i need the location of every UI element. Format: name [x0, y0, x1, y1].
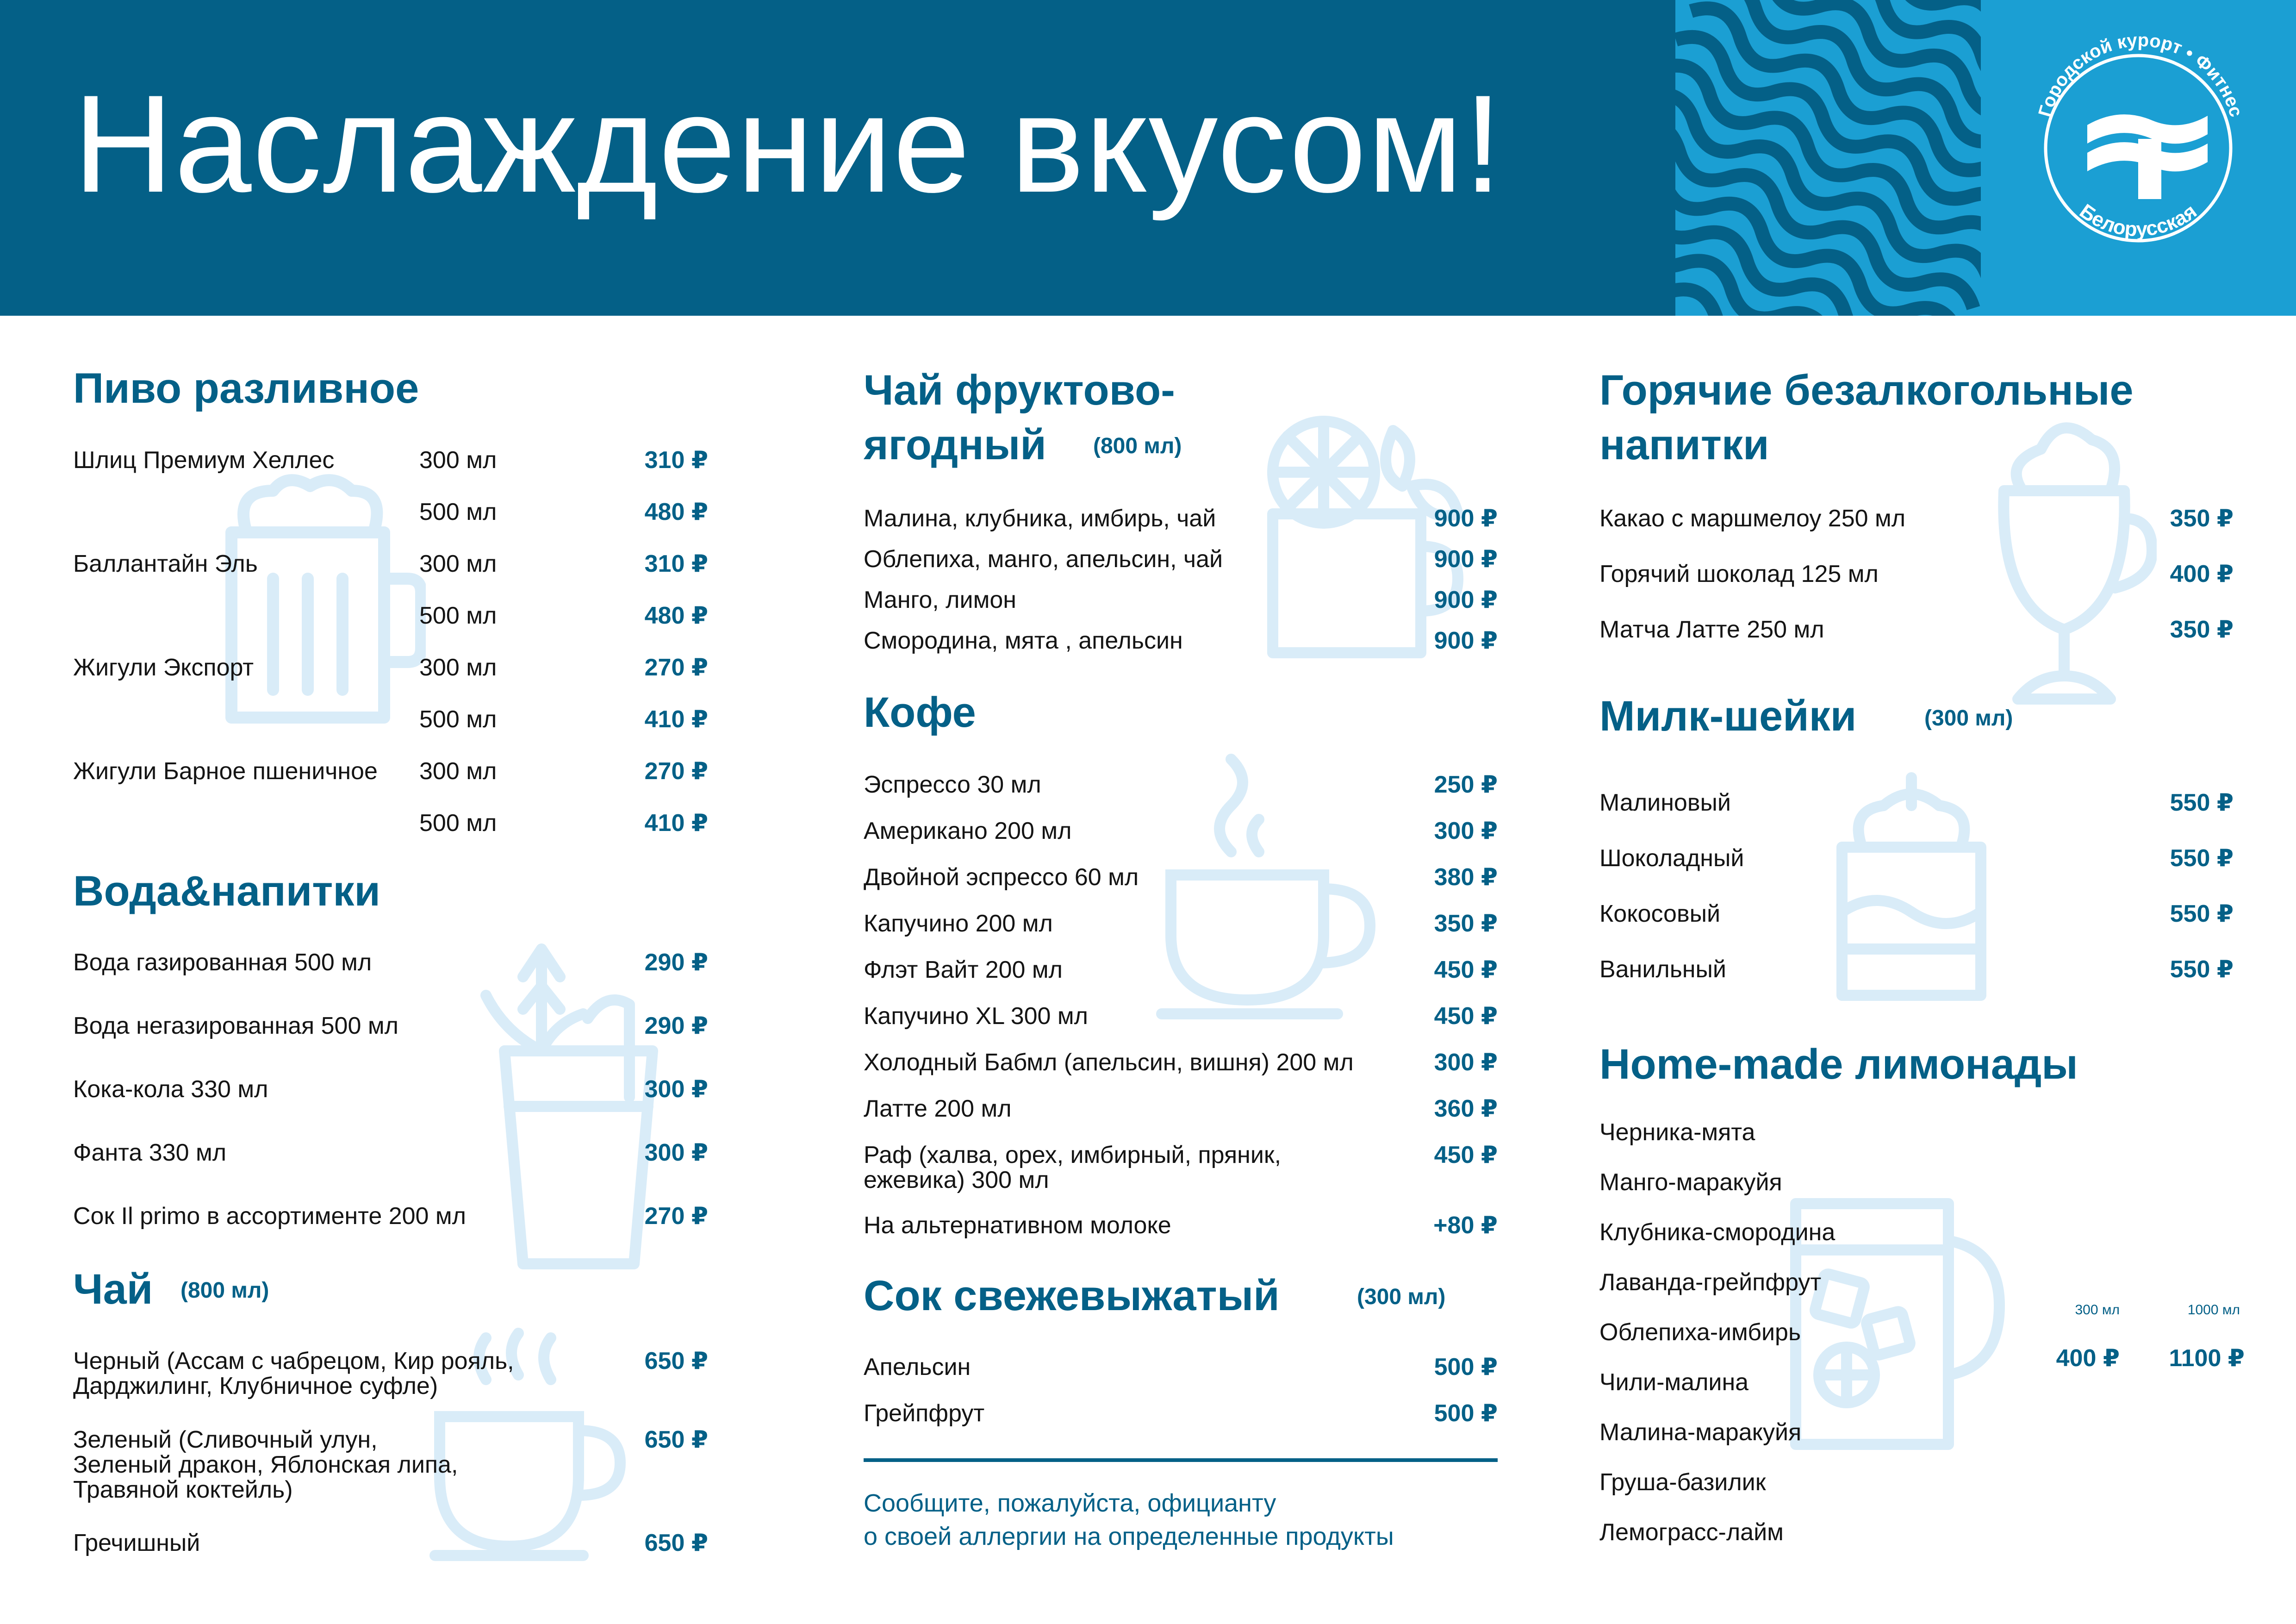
lemonade-price-small: 400 ₽	[2056, 1345, 2120, 1372]
coffee-item-name: Латте 200 мл	[864, 1095, 1012, 1122]
juice-section-title: Сок свежевыжатый	[864, 1272, 1280, 1319]
coffee-item-name-line2: ежевика) 300 мл	[864, 1167, 1049, 1193]
milkshake-item-name: Малиновый	[1599, 789, 1731, 816]
milkshake-item-name: Кокосовый	[1599, 900, 1721, 927]
coffee-cup-icon	[1152, 745, 1379, 1023]
hot-drink-item-price: 350 ₽	[2170, 505, 2234, 532]
logo-panel	[1981, 0, 2296, 316]
fruit-tea-item-name: Манго, лимон	[864, 587, 1016, 613]
water-item-name: Вода газированная 500 мл	[73, 949, 372, 976]
hot-drink-item-name: Горячий шоколад 125 мл	[1599, 561, 1879, 587]
tea-item-line: Зеленый дракон, Яблонская липа,	[73, 1451, 458, 1478]
beer-mug-icon	[204, 472, 426, 731]
coffee-item-price: 350 ₽	[1434, 910, 1498, 937]
juice-item-price: 500 ₽	[1434, 1400, 1498, 1427]
tea-item-price: 650 ₽	[644, 1348, 708, 1374]
fruit-tea-item-price: 900 ₽	[1434, 627, 1498, 654]
beer-item-volume: 500 мл	[419, 810, 497, 837]
tea-item-line: Зеленый (Сливочный улун,	[73, 1426, 378, 1453]
water-item-price: 300 ₽	[644, 1139, 708, 1166]
water-item-price: 290 ₽	[644, 1012, 708, 1039]
beer-item-volume: 300 мл	[419, 654, 497, 681]
section-divider	[864, 1458, 1498, 1462]
beer-item-price: 310 ₽	[644, 550, 708, 577]
juice-volume-tag: (300 мл)	[1357, 1285, 1446, 1309]
coffee-item-name: Двойной эспрессо 60 мл	[864, 864, 1139, 891]
fruit-tea-title-line1: Чай фруктово-	[864, 367, 1175, 414]
fruit-tea-item-price: 900 ₽	[1434, 505, 1498, 532]
water-item-name: Кока-кола 330 мл	[73, 1076, 268, 1103]
juice-item-name: Грейпфрут	[864, 1400, 985, 1427]
beer-item-volume: 300 мл	[419, 550, 497, 577]
coffee-item-name: Американо 200 мл	[864, 818, 1072, 844]
beer-item-price: 410 ₽	[644, 810, 708, 837]
coffee-item-price: 250 ₽	[1434, 771, 1498, 798]
water-item-price: 270 ₽	[644, 1203, 708, 1230]
tea-item-price: 650 ₽	[644, 1426, 708, 1453]
coffee-item-name: Капучино 200 мл	[864, 910, 1053, 937]
tea-item-line: Гречишный	[73, 1530, 200, 1556]
coffee-item-name: Флэт Вайт 200 мл	[864, 956, 1063, 983]
coffee-item-price: 450 ₽	[1434, 1003, 1498, 1030]
fruit-mug-icon	[1259, 412, 1472, 662]
water-item-name: Сок Il primo в ассортименте 200 мл	[73, 1203, 467, 1230]
coffee-item-name: Холодный Бабмл (апельсин, вишня) 200 мл	[864, 1049, 1354, 1076]
beer-item-volume: 500 мл	[419, 602, 497, 629]
hot-drinks-title-line2: напитки	[1599, 421, 1769, 468]
lemonades-title: Home-made лимонады	[1599, 1041, 2078, 1088]
beer-item-price: 410 ₽	[644, 706, 708, 733]
lemonade-item: Черника-мята	[1599, 1119, 1755, 1146]
beer-item-volume: 300 мл	[419, 758, 497, 785]
milkshake-item-price: 550 ₽	[2170, 900, 2234, 927]
coffee-item-price: +80 ₽	[1433, 1212, 1498, 1239]
allergy-note-line1: Сообщите, пожалуйста, официанту	[864, 1489, 1276, 1517]
tea-item-price: 650 ₽	[644, 1530, 708, 1556]
juice-item-price: 500 ₽	[1434, 1354, 1498, 1380]
coffee-item-price: 450 ₽	[1434, 1142, 1498, 1168]
beer-item-name: Жигули Экспорт	[73, 654, 254, 681]
tea-section-title: Чай	[73, 1266, 153, 1313]
beer-item-volume: 300 мл	[419, 447, 497, 474]
hot-drink-item-price: 400 ₽	[2170, 561, 2234, 587]
coffee-item-price: 450 ₽	[1434, 956, 1498, 983]
logo-ring-bottom: Белорусская	[2075, 200, 2201, 241]
lemonade-volume-large: 1000 мл	[2187, 1302, 2240, 1318]
fruit-tea-volume-tag: (800 мл)	[1093, 434, 1182, 458]
coffee-item-price: 300 ₽	[1434, 1049, 1498, 1076]
lemonade-price-large: 1100 ₽	[2169, 1345, 2245, 1372]
beer-item-volume: 500 мл	[419, 706, 497, 733]
lemonade-item: Облепиха-имбирь	[1599, 1319, 1801, 1346]
water-section-title: Вода&напитки	[73, 868, 380, 915]
lemonade-item: Клубника-смородина	[1599, 1219, 1836, 1246]
logo-mark-icon	[2087, 114, 2208, 199]
milkshake-item-name: Шоколадный	[1599, 845, 1744, 872]
beer-item-price: 270 ₽	[644, 758, 708, 785]
lemonade-item: Лаванда-грейпфрут	[1599, 1269, 1822, 1296]
coffee-item-name: Капучино XL 300 мл	[864, 1003, 1089, 1030]
hot-drinks-title-line1: Горячие безалкогольные	[1599, 367, 2134, 414]
wave-pattern	[1675, 0, 1981, 316]
milkshake-item-price: 550 ₽	[2170, 845, 2234, 872]
hot-drink-item-price: 350 ₽	[2170, 616, 2234, 643]
logo-ring-top: Городской курорт • Фитнес	[2035, 30, 2246, 119]
milkshake-item-name: Ванильный	[1599, 956, 1726, 983]
resort-logo	[1981, 0, 2296, 316]
fruit-tea-item-name: Облепиха, манго, апельсин, чай	[864, 546, 1223, 573]
fruit-tea-item-price: 900 ₽	[1434, 587, 1498, 613]
coffee-item-name: На альтернативном молоке	[864, 1212, 1171, 1239]
tea-volume-tag: (800 мл)	[180, 1278, 269, 1303]
beer-item-name: Жигули Барное пшеничное	[73, 758, 378, 785]
coffee-item-name: Раф (халва, орех, имбирный, пряник,	[864, 1142, 1282, 1168]
tea-item-line: Черный (Ассам с чабрецом, Кир рояль,	[73, 1348, 514, 1374]
fruit-tea-item-name: Малина, клубника, имбирь, чай	[864, 505, 1216, 532]
tea-item-line: Травяной коктейль)	[73, 1476, 293, 1503]
beer-section-title: Пиво разливное	[73, 365, 419, 412]
beer-item-price: 480 ₽	[644, 602, 708, 629]
water-item-price: 290 ₽	[644, 949, 708, 976]
fruit-tea-item-name: Смородина, мята , апельсин	[864, 627, 1183, 654]
water-item-name: Вода негазированная 500 мл	[73, 1012, 398, 1039]
beer-item-price: 480 ₽	[644, 499, 708, 525]
svg-text:Городской курорт • Фитнес	[2035, 30, 2246, 119]
hot-drink-item-name: Матча Латте 250 мл	[1599, 616, 1824, 643]
coffee-item-price: 380 ₽	[1434, 864, 1498, 891]
coffee-item-price: 300 ₽	[1434, 818, 1498, 844]
coffee-item-price: 360 ₽	[1434, 1095, 1498, 1122]
fruit-tea-item-price: 900 ₽	[1434, 546, 1498, 573]
page-title: Наслаждение вкусом!	[73, 66, 1503, 221]
milkshakes-title: Милк-шейки	[1599, 693, 1857, 740]
lemonade-item: Малина-маракуйя	[1599, 1419, 1802, 1446]
svg-text:Белорусская	[2075, 200, 2201, 241]
hot-drink-item-name: Какао с маршмелоу 250 мл	[1599, 505, 1906, 532]
beer-item-name: Баллантайн Эль	[73, 550, 258, 577]
lemonade-item: Чили-малина	[1599, 1369, 1749, 1396]
milkshake-item-price: 550 ₽	[2170, 789, 2234, 816]
allergy-note-line2: о своей аллергии на определенные продукты	[864, 1523, 1394, 1550]
coffee-section-title: Кофе	[864, 689, 976, 736]
milkshake-cup-icon	[1833, 764, 1990, 1005]
tea-item-line: Дарджилинг, Клубничное суфле)	[73, 1373, 438, 1399]
beer-item-volume: 500 мл	[419, 499, 497, 525]
lemonade-item: Манго-маракуйя	[1599, 1169, 1782, 1196]
milkshakes-volume-tag: (300 мл)	[1924, 706, 2013, 731]
lemonade-item: Лемограсс-лайм	[1599, 1519, 1784, 1546]
water-item-name: Фанта 330 мл	[73, 1139, 227, 1166]
beer-item-price: 270 ₽	[644, 654, 708, 681]
juice-item-name: Апельсин	[864, 1354, 971, 1380]
milkshake-item-price: 550 ₽	[2170, 956, 2234, 983]
water-item-price: 300 ₽	[644, 1076, 708, 1103]
coffee-item-name: Эспрессо 30 мл	[864, 771, 1041, 798]
fruit-tea-title-line2: ягодный	[864, 421, 1046, 468]
lemonade-item: Груша-базилик	[1599, 1469, 1766, 1496]
beer-item-price: 310 ₽	[644, 447, 708, 474]
lemonade-volume-small: 300 мл	[2075, 1302, 2120, 1318]
beer-item-name: Шлиц Премиум Хеллес	[73, 447, 335, 474]
